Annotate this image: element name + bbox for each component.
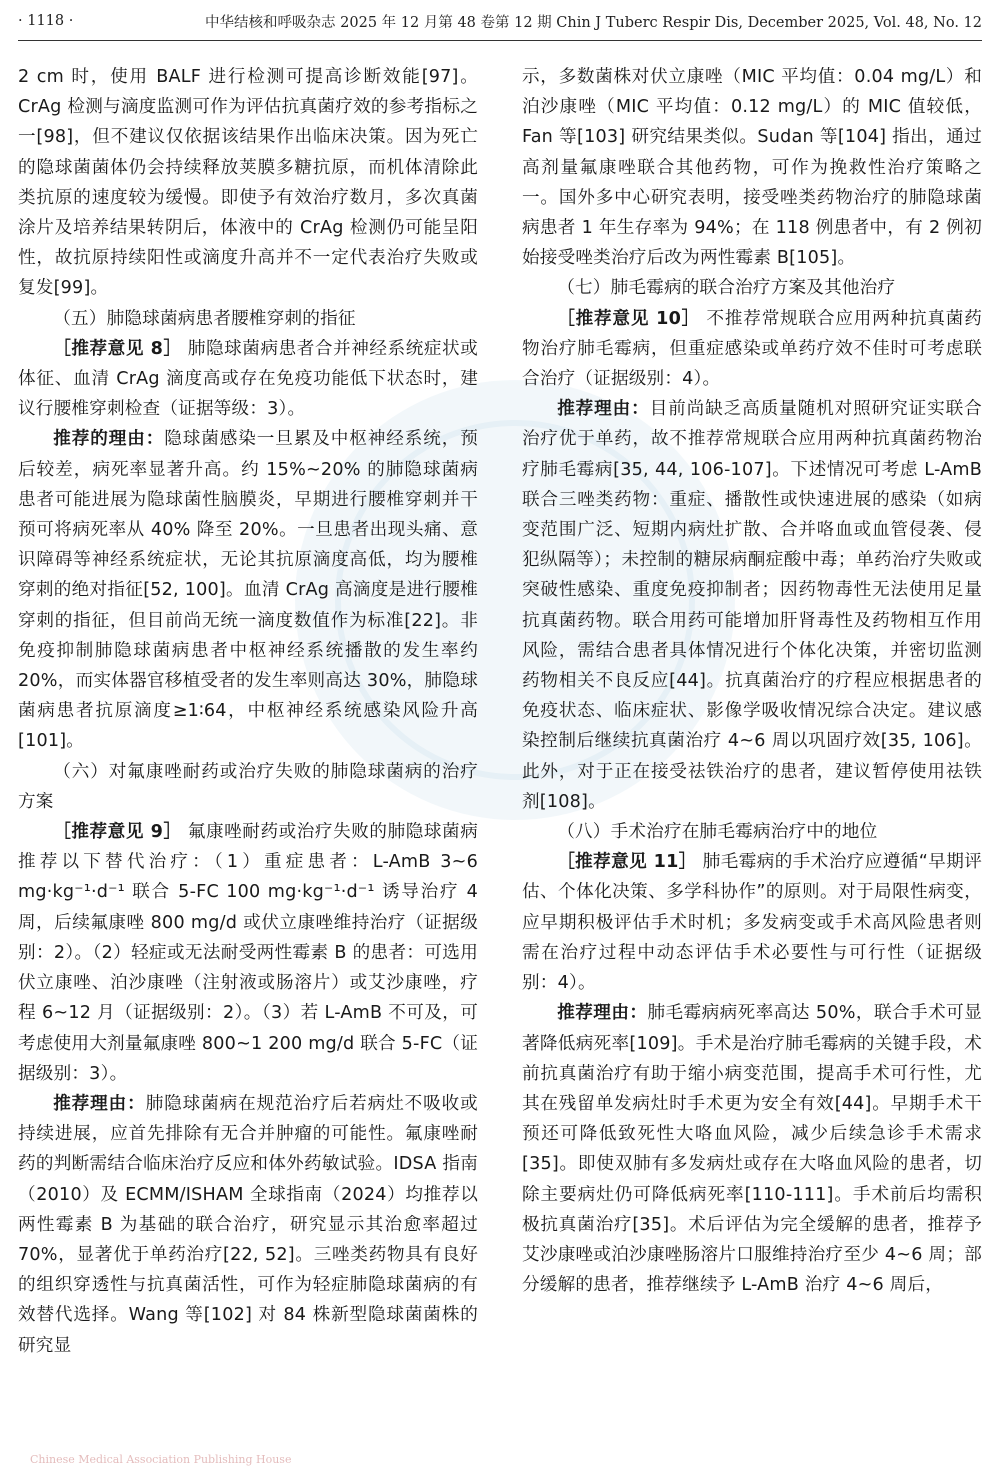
recommendation-label: ［推荐意见 11］: [557, 852, 697, 873]
publisher-watermark: Chinese Medical Association Publishing House: [30, 1453, 292, 1466]
running-header: [18, 6, 982, 36]
recommendation-8: [18, 334, 478, 425]
rationale-text: 肺毛霉病病死率高达 50%，联合手术可显著降低病死率[109]。手术是治疗肺毛霉病的关键手段，术前抗真菌治疗有助于缩小病变范围，提高手术可行性，尤其在残留单发病灶时手术更为安全有效[44]。早期手术干预还可降低致死性大咯血风险，减少后续急诊手术需求[35]。即使双肺有多发病灶或存在大咯血风险的患者，切除主要病灶仍可降低病死率[110-111]。手术前后均需积极抗真菌治疗[35]。术后评估为完全缓解的患者，推荐予艾沙康唑或泊沙康唑肠溶片口服维持治疗至少 4~6 周；部分缓解的患者，推荐继续予 L-AmB 治疗 4~6 周后，: [522, 1003, 982, 1296]
recommendation-label: ［推荐意见 9］: [53, 822, 182, 843]
rationale-label: 推荐理由：: [557, 399, 650, 420]
section-heading-5: （五）肺隐球菌病患者腰椎穿刺的指征: [53, 308, 356, 329]
paragraph-azole-mic: 示，多数菌株对伏立康唑（MIC 平均值：0.04 mg/L）和泊沙康唑（MIC 平均值：0.12 mg/L）的 MIC 值较低，Fan 等[103] 研究结果类似。Sudan 等[104] 指出，通过高剂量氟康唑联合其他药物，可作为挽救性治疗策略之一。国外多中心研究表明，接受唑类药物治疗的肺隐球菌病患者 1 年生存率为 94%；在 118 例患者中，有 2 例初始接受唑类治疗后改为两性霉素 B[105]。: [522, 67, 982, 269]
recommendation-label: ［推荐意见 8］: [53, 338, 182, 359]
rationale-label: 推荐理由：: [53, 1093, 146, 1114]
rationale-text: 肺隐球菌病在规范治疗后若病灶不吸收或持续进展，应首先排除有无合并肿瘤的可能性。氟康唑耐药的判断需结合临床治疗反应和体外药敏试验。IDSA 指南（2010）及 ECMM/ISHAM 全球指南（2024）均推荐以两性霉素 B 为基础的联合治疗，研究显示其治愈率超过 70%，显著优于单药治疗[22, 52]。三唑类药物具有良好的组织穿透性与抗真菌活性，可作为轻症肺隐球菌病的有效替代选择。Wang 等[102] 对 84 株新型隐球菌菌株的研究显: [18, 1093, 478, 1356]
recommendation-label: ［推荐意见 10］: [557, 308, 701, 329]
rationale-text: 目前尚缺乏高质量随机对照研究证实联合治疗优于单药，故不推荐常规联合应用两种抗真菌药物治疗肺毛霉病[35, 44, 106-107]。下述情况可考虑 L-AmB 联合三唑类药物：重症、播散性或快速进展的感染（如病变范围广泛、短期内病灶扩散、合并咯血或血管侵袭、侵犯纵隔等）；未控制的糖尿病酮症酸中毒；单药治疗失败或突破性感染、重度免疫抑制者；因药物毒性无法使用足量抗真菌药物。联合用药可能增加肝肾毒性及药物相互作用风险，需结合患者具体情况进行个体化决策，并密切监测药物相关不良反应[44]。抗真菌治疗的疗程应根据患者的免疫状态、临床症状、影像学吸收情况综合决定。建议感染控制后继续抗真菌治疗 4~6 周以巩固疗效[35, 106]。此外，对于正在接受祛铁治疗的患者，建议暂停使用祛铁剂[108]。: [522, 399, 982, 812]
recommendation-text: 氟康唑耐药或治疗失败的肺隐球菌病推荐以下替代治疗：（1）重症患者：L-AmB 3~6 mg·kg⁻¹·d⁻¹ 联合 5-FC 100 mg·kg⁻¹·d⁻¹ 诱导治疗 4 周，后续氟康唑 800 mg/d 或伏立康唑维持治疗（证据级别：2）。（2）轻症或无法耐受两性霉素 B 的患者：可选用伏立康唑、泊沙康唑（注射液或肠溶片）或艾沙康唑，疗程 6~12 月（证据级别：2）。（3）若 L-AmB 不可及，可考虑使用大剂量氟康唑 800~1 200 mg/d 联合 5-FC（证据级别：3）。: [18, 822, 479, 1084]
recommendation-11: [522, 847, 982, 998]
rationale-label: 推荐的理由：: [53, 429, 165, 450]
recommendation-text: 肺毛霉病的手术治疗应遵循“早期评估、个体化决策、多学科协作”的原则。对于局限性病变，应早期积极评估手术时机；多发病变或手术高风险患者则需在治疗过程中动态评估手术必要性与可行性（证据级别：4）。: [522, 852, 982, 994]
recommendation-text: 不推荐常规联合应用两种抗真菌药物治疗肺毛霉病，但重症感染或单药疗效不佳时可考虑联合治疗（证据级别：4）。: [522, 308, 982, 390]
rationale-8: [18, 424, 478, 756]
rationale-11: [522, 998, 982, 1300]
section-heading-7: （七）肺毛霉病的联合治疗方案及其他治疗: [557, 278, 896, 299]
section-heading-6: （六）对氟康唑耐药或治疗失败的肺隐球菌病的治疗方案: [18, 761, 478, 812]
left-column: [18, 62, 478, 1361]
page-number: · 1118 ·: [18, 13, 74, 29]
section-heading-8: （八）手术治疗在肺毛霉病治疗中的地位: [557, 822, 878, 843]
rationale-9: [18, 1089, 478, 1361]
right-column: [522, 62, 982, 1300]
recommendation-10: [522, 304, 982, 395]
journal-citation: 中华结核和呼吸杂志 2025 年 12 月第 48 卷第 12 期 Chin J Tuberc Respir Dis, December 2025, Vol. 48, No. 12: [205, 14, 982, 31]
rationale-10: [522, 394, 982, 817]
rationale-label: 推荐理由：: [557, 1003, 648, 1024]
recommendation-9: [18, 817, 478, 1089]
paragraph-crag-monitoring: 2 cm 时，使用 BALF 进行检测可提高诊断效能[97]。CrAg 检测与滴度监测可作为评估抗真菌疗效的参考指标之一[98]，但不建议仅依据该结果作出临床决策。因为死亡的隐球菌菌体仍会持续释放荚膜多糖抗原，而机体清除此类抗原的速度较为缓慢。即使予有效治疗数月，多次真菌涂片及培养结果转阴后，体液中的 CrAg 检测仍可能呈阳性，故抗原持续阳性或滴度升高并不一定代表治疗失败或复发[99]。: [18, 67, 478, 299]
rationale-text: 隐球菌感染一旦累及中枢神经系统，预后较差，病死率显著升高。约 15%~20% 的肺隐球菌病患者可能进展为隐球菌性脑膜炎，早期进行腰椎穿刺并干预可将病死率从 40% 降至 20%。一旦患者出现头痛、意识障碍等神经系统症状，无论其抗原滴度高低，均为腰椎穿刺的绝对指征[52, 100]。血清 CrAg 高滴度是进行腰椎穿刺的指征，但目前尚无统一滴度数值作为标准[22]。非免疫抑制肺隐球菌病患者中枢神经系统播散的发生率约 20%，而实体器官移植受者的发生率则高达 30%，肺隐球菌病患者抗原滴度≥1∶64，中枢神经系统感染风险升高[101]。: [18, 429, 479, 752]
header-rule: [18, 40, 982, 41]
recommendation-text: 肺隐球菌病患者合并神经系统症状或体征、血清 CrAg 滴度高或存在免疫功能低下状态时，建议行腰椎穿刺检查（证据等级：3）。: [18, 338, 479, 420]
